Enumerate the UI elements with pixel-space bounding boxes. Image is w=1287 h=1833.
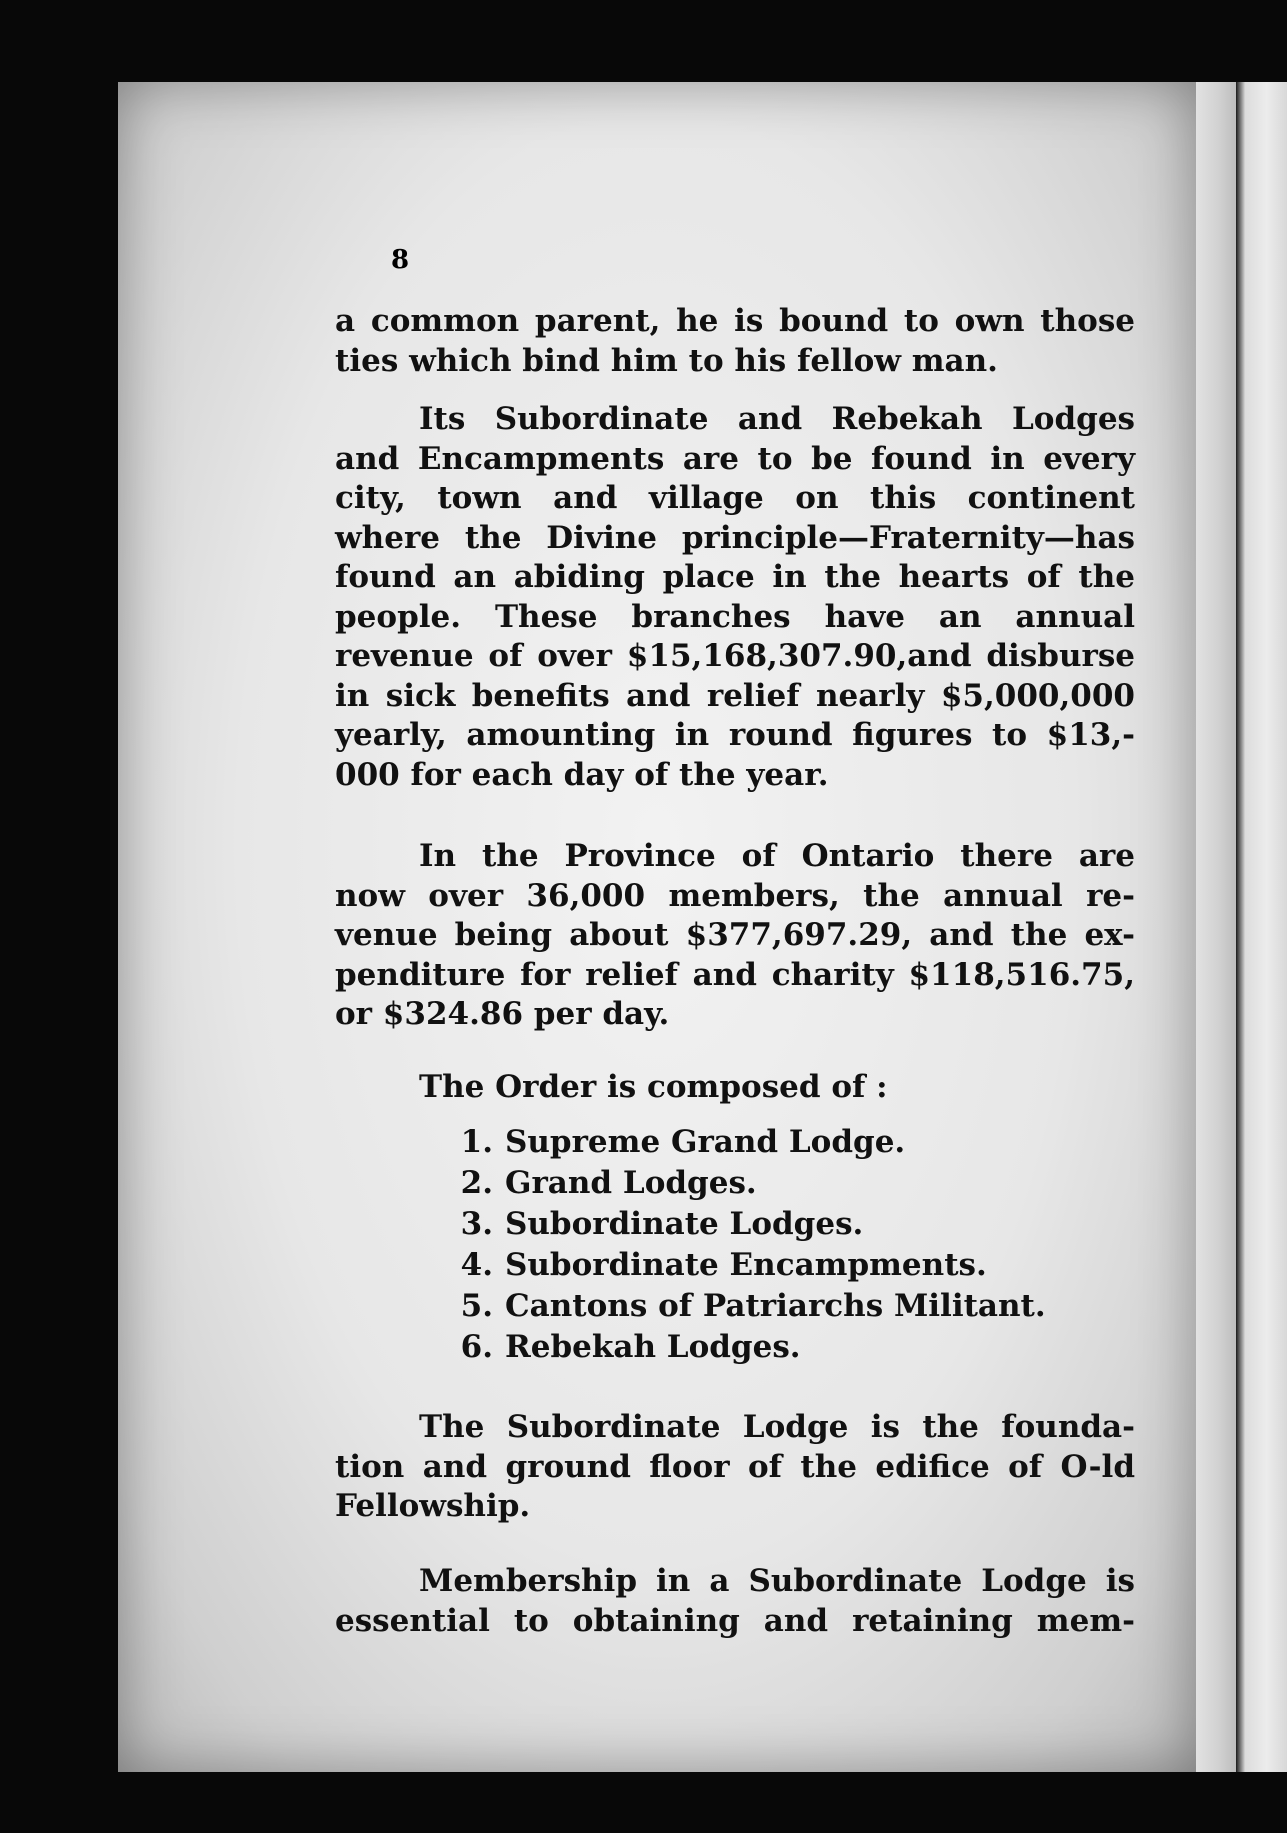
text-line: revenue of over $15,168,307.90,and disburse <box>335 638 1135 674</box>
list-number: 2. <box>460 1165 493 1201</box>
text-line: The Order is composed of : <box>419 1069 888 1105</box>
text-line: found an abiding place in the hearts of the <box>335 559 1135 595</box>
list-number: 1. <box>460 1124 493 1160</box>
paragraph-3 <box>335 837 1135 1035</box>
text-line: a common parent, he is bound to own those <box>335 303 1135 339</box>
list-number: 6. <box>460 1329 493 1365</box>
list-item <box>443 1327 1046 1368</box>
text-line: city, town and village on this continent <box>335 480 1135 516</box>
page-number: 8 <box>390 245 410 275</box>
text-line: in sick benefits and relief nearly $5,000,000 <box>335 677 1135 714</box>
text-line: yearly, amounting in round figures to $13,- <box>335 717 1135 753</box>
list-text: Cantons of Patriarchs Militant. <box>505 1288 1046 1324</box>
paragraph-5 <box>335 1408 1135 1527</box>
list-text: Subordinate Lodges. <box>505 1206 864 1242</box>
paragraph-6 <box>335 1562 1135 1641</box>
list-item <box>443 1286 1046 1327</box>
text-line: tion and ground floor of the edifice of O-ld <box>335 1448 1135 1485</box>
text-line: essential to obtaining and retaining mem- <box>335 1602 1135 1639</box>
text-line: venue being about $377,697.29, and the ex- <box>335 917 1135 953</box>
text-line: Fellowship. <box>335 1488 531 1524</box>
list-number: 3. <box>460 1206 493 1242</box>
text-line: or $324.86 per day. <box>335 996 670 1032</box>
paragraph-4 <box>335 1068 1135 1108</box>
text-line: Its Subordinate and Rebekah Lodges <box>419 401 1135 437</box>
list-item <box>443 1163 1046 1204</box>
list-text: Rebekah Lodges. <box>505 1329 801 1365</box>
text-line: penditure for relief and charity $118,516.75, <box>335 956 1135 993</box>
text-line: 000 for each day of the year. <box>335 756 829 793</box>
facing-page-edge <box>1236 82 1287 1772</box>
list-item <box>443 1245 1046 1286</box>
paragraph-1 <box>335 302 1135 381</box>
order-list <box>443 1122 1046 1368</box>
text-line: ties which bind him to his fellow man. <box>335 342 998 379</box>
page-gutter <box>1196 82 1236 1772</box>
list-item <box>443 1122 1046 1163</box>
text-line: and Encampments are to be found in every <box>335 440 1135 477</box>
list-text: Grand Lodges. <box>505 1165 757 1201</box>
list-item <box>443 1204 1046 1245</box>
list-text: Subordinate Encampments. <box>505 1247 987 1283</box>
list-number: 5. <box>460 1288 493 1324</box>
text-line: The Subordinate Lodge is the founda- <box>419 1409 1135 1445</box>
text-line: where the Divine principle—Fraternity—has <box>335 519 1135 556</box>
list-text: Supreme Grand Lodge. <box>505 1124 906 1160</box>
text-line: now over 36,000 members, the annual re- <box>335 877 1135 914</box>
list-number: 4. <box>460 1247 493 1283</box>
text-line: people. These branches have an annual <box>335 598 1135 635</box>
text-line: In the Province of Ontario there are <box>419 838 1135 874</box>
paragraph-2 <box>335 400 1135 795</box>
text-line: Membership in a Subordinate Lodge is <box>419 1563 1135 1599</box>
